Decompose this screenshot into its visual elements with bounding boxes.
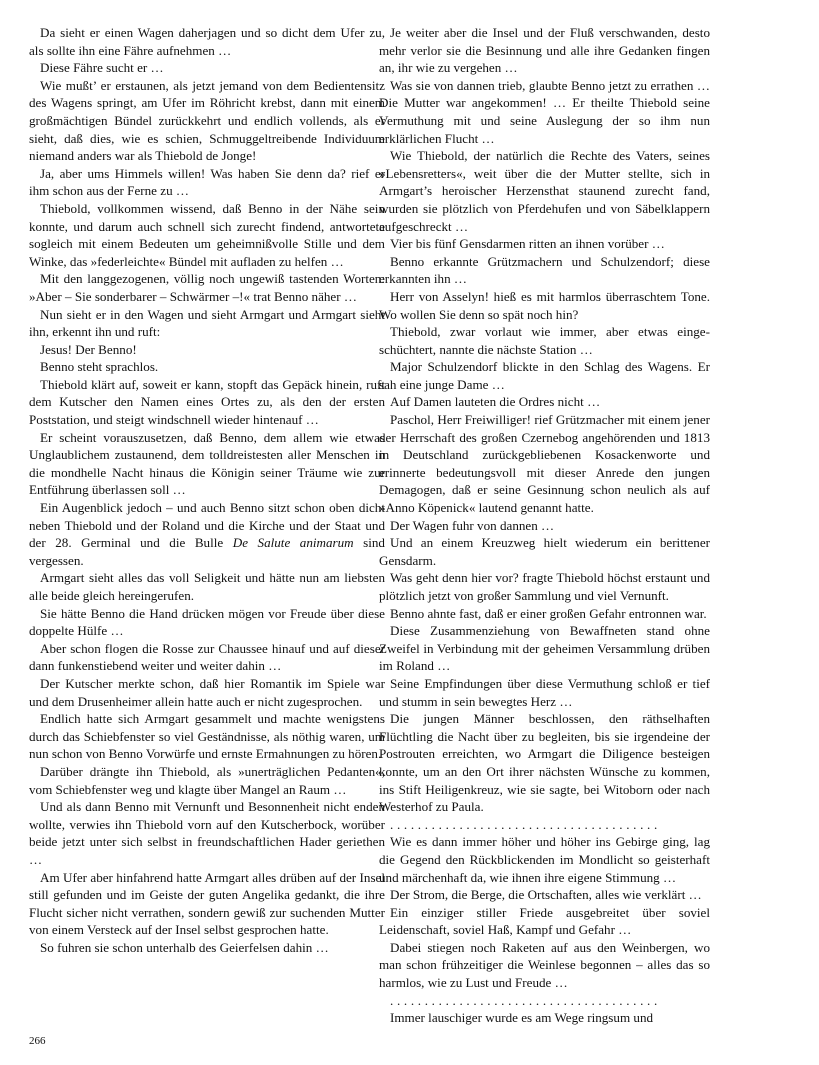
- left-text-column: [29, 24, 385, 956]
- paragraph: Mit den langgezogenen, völlig noch ungewiß tastenden Worten: »Aber – Sie sonderbarer – Schwärmer –!« trat Benno näher …: [29, 271, 385, 304]
- paragraph: Die jungen Männer beschlossen, den räthselhaften Flüchtling die Nacht über zu begleiten, bis sie irgendeine der Postrouten erreichten, wo Armgart die Diligence besteigen konnte, um an den Ort ihrer nächsten Wünsche zu kommen, ins Stift Heiligenkreuz, wie sie sagte, bei Witoborn oder nach Westerhof zu Paula.: [379, 711, 710, 815]
- paragraph: Diese Zusammenziehung von Bewaffneten stand ohne Zweifel in Verbindung mit der geheimen Versammlung drüben im Roland …: [379, 623, 710, 674]
- paragraph: Sie hätte Benno die Hand drücken mögen vor Freude über diese doppelte Hülfe …: [29, 605, 385, 639]
- paragraph: Herr von Asselyn! hieß es mit harmlos überraschtem Tone. Wo wollen Sie denn so spät noch hin?: [379, 288, 710, 322]
- paragraph: Dabei stiegen noch Raketen auf aus den Weinbergen, wo man schon frühzeitiger die Weinlese begonnen – alles das so harmlos, wie zu Lust und Freude …: [379, 939, 710, 991]
- paragraph: Seine Empfindungen über diese Vermuthung schloß er tief und stumm in sein bewegtes Herz …: [379, 675, 710, 709]
- paragraph: Auf Damen lauteten die Ordres nicht …: [390, 394, 601, 410]
- paragraph: Benno ahnte fast, daß er einer großen Gefahr entronnen war.: [390, 605, 707, 621]
- paragraph: Immer lauschiger wurde es am Wege ringsum und: [390, 1010, 654, 1026]
- right-text-column: [379, 24, 710, 1027]
- paragraph: Endlich hatte sich Armgart gesammelt und machte wenigstens durch das Schiebfenster so viel Geständnisse, als nöthig waren, um nun schon von Benno Vorwürfe und ernste Ermahnungen zu hören.: [29, 711, 385, 762]
- paragraph: Er scheint vorauszusetzen, daß Benno, dem allem wie etwas Unglaublichem zustaunend, dem tolldreistesten aller Menschen in die mondhelle Nacht hinaus die Königin seiner Träume wie zur Entführung überlassen soll …: [29, 429, 385, 498]
- paragraph: Darüber drängte ihn Thiebold, als »unerträglichen Pedanten«, vom Schiebfenster weg und klagte über Mangel an Raum …: [29, 763, 385, 797]
- paragraph: Ein einziger stiller Friede ausgebreitet über soviel Leidenschaft, soviel Haß, Kampf und Gefahr …: [379, 904, 710, 938]
- paragraph: Thiebold, zwar vorlaut wie immer, aber etwas eingeschüchtert, nannte die nächste Station …: [379, 324, 710, 357]
- paragraph: Thiebold klärt auf, soweit er kann, stopft das Gepäck hinein, ruft dem Kutscher den Namen eines Ortes zu, als den der ersten Poststation, und steigt windschnell wieder hintenauf …: [29, 376, 385, 428]
- paragraph: Nun sieht er in den Wagen und sieht Armgart und Armgart sieht ihn, erkennt ihn und ruft:: [29, 306, 385, 340]
- section-break: . . . . . . . . . . . . . . . . . . . . . . . . . . . . . . . . . . . . . . .: [390, 992, 658, 1008]
- page-number: 266: [29, 1035, 46, 1047]
- paragraph: Der Wagen fuhr von dannen …: [390, 517, 555, 533]
- paragraph: Paschol, Herr Freiwilliger! rief Grützmacher mit einem jener der Herrschaft des großen Czernebog angehörenden und 1813 in Deutschland zurückgebliebenen Kosackenworte und erinnerte bedeutungsvoll mit dieser Anrede den jungen Demagogen, daß er seine Gesinnung schon neulich als auf »Anno Köpenick« lautend genannt hatte.: [379, 412, 710, 516]
- paragraph: Was geht denn hier vor? fragte Thiebold höchst erstaunt und plötzlich jetzt von großer Sammlung und viel Vernunft.: [379, 570, 710, 603]
- paragraph: Thiebold, vollkommen wissend, daß Benno in der Nähe sein konnte, und darum auch schnell sich zurecht findend, antwortete sogleich mit einem Bedeuten um geheimnißvolle Stille und dem Winke, das »federleichte« Bündel mit aufladen zu helfen …: [29, 200, 385, 269]
- paragraph: Aber schon flogen die Rosse zur Chaussee hinauf und auf dieser dann funkenstiebend weiter und weiter dahin …: [29, 640, 385, 674]
- paragraph: Armgart sieht alles das voll Seligkeit und hätte nun am liebsten alle beide gleich hereingerufen.: [29, 570, 385, 603]
- paragraph: Ein Augenblick jedoch – und auch Benno sitzt schon oben dicht neben Thiebold und der Roland und die Kirche und der Staat und der 28. Germinal und die Bulle De Salute animarum sind vergessen.: [29, 500, 385, 568]
- section-break: . . . . . . . . . . . . . . . . . . . . . . . . . . . . . . . . . . . . . . .: [390, 816, 658, 832]
- paragraph: Vier bis fünf Gensdarmen ritten an ihnen vorüber …: [390, 236, 665, 252]
- paragraph: So fuhren sie schon unterhalb des Geierfelsen dahin …: [40, 939, 329, 955]
- italic-title: De Salute animarum: [232, 535, 354, 551]
- paragraph: Der Kutscher merkte schon, daß hier Romantik im Spiele war und dem Drusenheimer allein hatte auch er nicht zugesprochen.: [29, 675, 385, 709]
- paragraph: Der Strom, die Berge, die Ortschaften, alles wie verklärt …: [390, 887, 702, 903]
- paragraph: Wie Thiebold, der natürlich die Rechte des Vaters, seines »Lebensretters«, weit über die der Mutter stellte, sich in Armgart’s heroischer Herzensthat staunend zurecht fand, wurden sie plötzlich von Pferdehufen und von Säbelklappern aufgeschreckt …: [379, 148, 710, 234]
- paragraph: Und als dann Benno mit Vernunft und Besonnenheit nicht enden wollte, verwies ihn Thiebold vorn auf den Kutscherbock, worüber beide jetzt unter sich selbst in freundschaftlichen Hader geriethen …: [29, 799, 385, 867]
- paragraph: Am Ufer aber hinfahrend hatte Armgart alles drüben auf der Insel still gefunden und im Geiste der guten Angelika gedankt, die ihre Flucht sicher nicht verrathen, sondern gewiß zur suchenden Mutter von einem Versteck auf der Insel selbst gesprochen hatte.: [29, 869, 385, 938]
- paragraph: Benno erkannte Grützmachern und Schulzendorf; diese erkannten ihn …: [379, 253, 710, 287]
- paragraph: Ja, aber ums Himmels willen! Was haben Sie denn da? rief er ihm schon aus der Ferne zu …: [29, 165, 385, 199]
- paragraph: Was sie von dannen trieb, glaubte Benno jetzt zu errathen … Die Mutter war angekommen! … Er theilte Thiebold seine Vermuthung mit und seine Auslegung der so ihm nun erklärlichen Flucht …: [379, 77, 710, 146]
- paragraph: Wie mußt’ er erstaunen, als jetzt jemand von dem Bedientensitz des Wagens springt, am Ufer im Röhricht krebst, dann mit einem großmächtigen Bündel zurückkehrt und endlich vollends, als er sieht, daß dies, wie es schien, Schmuggeltreibende Individuum niemand anders war als Thiebold de Jonge!: [29, 77, 385, 164]
- paragraph: Benno steht sprachlos.: [40, 359, 159, 375]
- paragraph: Major Schulzendorf blickte in den Schlag des Wagens. Er sah eine junge Dame …: [379, 359, 710, 392]
- paragraph: Wie es dann immer höher und höher ins Gebirge ging, lag die Gegend den Rückblickenden im Mondlicht so geisterhaft und märchenhaft da, wie ihnen ihre eigene Stimmung …: [379, 834, 710, 885]
- paragraph: Jesus! Der Benno!: [40, 341, 137, 357]
- paragraph: Und an einem Kreuzweg hielt wiederum ein berittener Gensdarm.: [379, 535, 710, 568]
- paragraph: Da sieht er einen Wagen daherjagen und so dicht dem Ufer zu, als sollte ihn eine Fähre aufnehmen …: [29, 25, 385, 58]
- paragraph: Je weiter aber die Insel und der Fluß verschwanden, desto mehr verlor sie die Besinnung und alle ihre Gedanken fingen an, ihr wie zu vergehen …: [379, 25, 710, 76]
- paragraph: Diese Fähre sucht er …: [40, 60, 164, 76]
